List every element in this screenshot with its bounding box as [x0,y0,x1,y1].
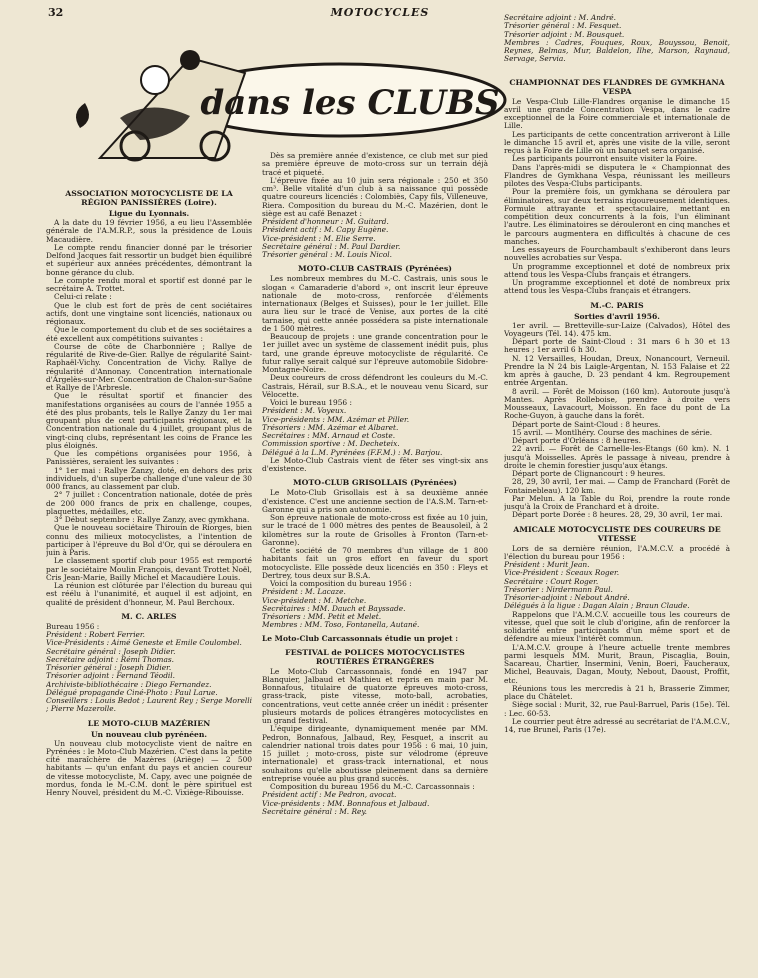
paragraph: Dès sa première année d'existence, ce club met sur pied sa première épreuve de moto-cross sur un terrain déjà tracé et piqueté. [262,152,488,177]
banner-title: dans les CLUBS [200,83,500,123]
running-title: MOTOCYCLES [330,6,430,19]
bureau-line: Trésorier général : M. Fesquet. [504,21,622,31]
paragraph: Les participants pourront ensuite visiter la Foire. [512,154,698,164]
paragraph: Course de côte de Charbonnière ; Rallye de régularité de Rive-de-Gier. Rallye de régularité Saint-Raphaël-Vichy. Concentration de Vichy. Rallye de régularité d'Annonay. Concentration internationale d'Argelès-sur-Mer. Concentration de Chalon-sur-Saône et Rallye de l'Arbresle. [46,341,252,392]
bureau-line: Trésoriers : MM. Azémar et Albaret. [262,422,399,432]
paragraph: Son épreuve nationale de moto-cross est fixée au 10 juin, sur le tracé de 1 000 mètres des pentes de Beausoleil, à 2 kilomètres sur la route de Grisolles à Fronton (Tarn-et-Garonne). [262,513,488,547]
paragraph: Départ porte de Clignancourt : 9 heures. [512,469,666,478]
bureau-line: Membres : Cadres, Fouques, Roux, Bouyssou, Benoit, Reynes, Belmas, Mur, Baldelon, Ilhe, Marson, Raynaud, Servage, Servia. [504,37,730,64]
bureau-line: Archiviste-bibliothécaire : Diego Fernandez. [46,679,212,689]
paragraph: Deux coureurs de cross défendront les couleurs du M.-C. Castrais, Hérail, sur B.S.A., et le nouveau venu Sicard, sur Vélocette. [262,373,488,399]
bureau-line: Secrétaire général : M. Paul Dardier. [262,241,401,251]
bureau-line: Vice-Présidents : Aimé Geneste et Emile Coulombel. [46,638,242,648]
paragraph: 1er avril. — Bretteville-sur-Laize (Calvados), Hôtel des Voyageurs (Tél. 14). 475 km. [504,320,730,338]
subheading-mazerien: Un nouveau club pyrénéen. [90,729,208,739]
bureau-line: Secrétaires : MM. Arnaud et Coste. [262,431,396,440]
paragraph: Le classement sportif club pour 1955 est remporté par le sociétaire Moulin François, devant Trottet Noël, Cris Jean-Marie, Bailly Michel et Macaudière Louis. [46,556,252,582]
paragraph: Les nombreux membres du M.-C. Castrais, unis sous le slogan « Camaraderie d'abord », ont inscrit leur épreuve nationale de moto-cross, renforcée d'éléments internationaux (Belges et Suisses), pour le 1er juillet. Elle aura lieu sur le tracé de Venise, aux portes de la cité tarnaise, qui cette année possédera sa piste internationale de 1 500 mètres. [262,274,488,333]
bureau-line: Vice-Président : Sceaux Roger. [504,568,620,578]
paragraph: Le Vespa-Club Lille-Flandres organise le dimanche 15 avril une grande Concentration Vespa, dans le cadre exceptionnel de la Foire commerciale et internationale de Lille. [504,96,730,131]
paragraph: Le compte rendu financier donné par le trésorier Delfond Jacques fait ressortir un budget bien équilibré et supérieur aux années précédentes, démontrant la bonne gérance du club. [46,242,252,277]
paragraph: 2° 7 juillet : Concentration nationale, dotée de près de 200 000 francs de prix en challenge, coupes, plaquettes, médailles, etc. [46,490,252,516]
heading-arles: M. C. ARLES [121,611,177,621]
bureau-line: Secrétaires : MM. Dauch et Bayssade. [262,603,406,613]
paragraph: 3° Début septembre : Rallye Zanzy, avec gymkhana. [54,515,250,524]
bureau-line: Délégué propagande Ciné-Photo : Paul Larue. [46,687,218,697]
heading-anmp: ASSOCIATION MOTOCYCLISTE DE LA RÉGION PANISSIÈRES (Loire). [65,189,233,207]
bureau-line: Trésoriers : MM. Petit et Melet. [262,612,382,621]
paragraph: Pour la première fois, un gymkhana se déroulera par éliminatoires, sur deux terrains rigoureusement identiques. Formule attrayante et spectaculaire, mettant en compétition deux concurrents à la fois, l'un éliminant l'autre. Les éliminatoires se dérouleront en cinq manches et le parcours augmentera en difficultés à chacune de ces manches. [504,187,730,246]
bureau-line: Président : M. Lacaze. [262,587,346,597]
column-right [504,14,730,974]
bureau-line: Vice-présidents : MM. Bonnafous et Jalbaud. [262,798,430,808]
bureau-line: Président : Murit Jean. [504,560,590,569]
paragraph: Par Melun. A la Table du Roi, prendre la route ronde jusqu'à la Croix de Franchard et à droite. [504,493,730,511]
paragraph: 22 avril. — Forêt de Carnelle-les-Etangs (60 km). N. 1 jusqu'à Moisselles. Après le passage à niveau, prendre à droite le chemin forestier jusqu'aux étangs. [504,444,730,470]
paragraph: Le Moto-Club Grisollais est à sa deuxième année d'existence. C'est une ancienne section de l'A.S.M. Tarn-et-Garonne qui a pris son autonomie. [262,488,488,514]
column-middle [262,152,488,974]
heading-gymkhana: CHAMPIONNAT DES FLANDRES DE GYMKHANA VESPA [509,77,725,96]
paragraph: L'A.M.C.V. groupe à l'heure actuelle trente membres parmi lesquels MM. Murit, Braun, Piscaglia, Bouin, Sacareau, Chartier, Insermini, Venin, Boeri, Faucheraux, Michel, Beauvais, Dagan, Mouty, Nebout, Daoust, Proffit, etc. [504,642,730,685]
heading-mazerien: LE MOTO-CLUB MAZÉRIEN [87,718,211,728]
paragraph: La réunion est clôturée par l'élection du bureau qui est réélu à l'unanimité, et auquel il est adjoint, en qualité de président d'honneur, M. Paul Berchoux. [46,581,252,607]
bureau-line: Président : M. Voyeux. [262,406,347,416]
paragraph: Un programme exceptionnel et doté de nombreux prix attend tous les Vespa-Clubs français et étrangers. [504,261,730,279]
paragraph: Celui-ci relate : [54,292,112,302]
bureau-line: Secrétaire général : M. Rey. [262,806,367,816]
paragraph: Départ porte de Saint-Cloud : 8 heures. [512,419,661,429]
paragraph: 15 avril. — Montlhéry. Course des machines de série. [512,427,713,437]
bureau-line: Trésorier : Nirdermann Paul. [504,584,613,594]
paragraph: Dans l'après-midi se disputera le « Championnat des Flandres de Gymkhana Vespa, réunissant les meilleurs pilotes des Vespa-Clubs participants. [504,162,730,188]
bureau-line: Président actif : M. Capy Eugène. [262,225,389,235]
bureau-line: Président : Robert Ferrier. [46,630,145,639]
heading-castrais: MOTO-CLUB CASTRAIS (Pyrénées) [298,264,452,274]
paragraph: Départ porte de Saint-Cloud : 31 mars 6 h 30 et 13 heures ; 1er avril 6 h 30. [504,337,730,355]
paragraph: 28, 29, 30 avril, 1er mai. — Camp de Franchard (Forêt de Fontainebleau). 120 km. [504,477,730,495]
paragraph: Que le résultat sportif et financier des manifestations organisées au cours de l'année 1955 a été des plus probants, tels le Rallye Zanzy du 1er mai groupant plus de cent participants régionaux, et la Concentration nationale du 4 juillet, groupant plus de vingt-cinq clubs, représentant les coins de France les plus éloignés. [46,391,252,450]
paragraph: L'équipe dirigeante, dynamiquement menée par MM. Pedron, Bonnafous, Jalbaud, Rey, Fesquet, a inscrit au calendrier national trois dates pour 1956 : 6 mai, 10 juin, 15 juillet ; moto-cross, piste sur vélodrome (épreuve internationale) et grass-track international, et nous souhaitons qu'elle aboutisse pleinement dans sa dernière entreprise vouée au plus grand succès. [262,724,488,783]
paragraph: Que le nouveau sociétaire Thirouin de Riorges, bien connu des milieux motocyclistes, a l'intention de participer à l'épreuve du Bol d'Or, qui se déroulera en juin à Paris. [46,523,252,557]
paragraph: Un programme exceptionnel et doté de nombreux prix attend tous les Vespa-Clubs français et étrangers. [504,278,730,296]
paragraph: Composition du bureau 1956 du M.-C. Carcassonnais : [270,782,475,791]
bureau-line: Président d'honneur : M. Guitard. [262,217,389,226]
paragraph: Le Moto-Club Castrais vient de fêter ses vingt-six ans d'existence. [262,455,488,473]
heading-carcassonnais: Le Moto-Club Carcassonnais étudie un projet : [262,633,458,643]
bureau-line: Membres : MM. Toso, Fontanella, Autané. [262,620,420,630]
paragraph: Que le comportement du club et de ses sociétaires a été excellent aux compétitions suivantes : [46,325,252,343]
paragraph: A la date du 19 février 1956, a eu lieu l'Assemblée générale de l'A.M.R.P., sous la présidence de Louis Macaudière. [46,218,252,244]
paragraph: Les essayeurs de Fourchambault s'exhiberont dans leurs nouvelles acrobaties sur Vespa. [504,245,730,263]
bureau-line: Trésorier général : M. Louis Nicol. [262,250,392,259]
bureau-line: Vice-président : M. Elie Serre. [262,233,376,243]
bureau-line: Trésorier adjoint : Fernand Téodil. [46,671,176,681]
paragraph: Cette société de 70 membres d'un village de 1 800 habitants fait un gros effort en faveur du sport motocycliste. Elle possède deux licenciés en 350 : Fleys et Dertrey, tous deux sur B.S.A. [262,546,488,580]
paragraph: Les participants de cette concentration arriveront à Lille le dimanche 15 avril et, après une visite de la ville, seront reçus à la Foire de Lille où un banquet sera organisé. [504,129,730,155]
clubs-banner [40,28,510,163]
page-number: 32 [48,6,64,19]
paragraph: Lors de sa dernière réunion, l'A.M.C.V. a procédé à l'élection du bureau pour 1956 : [504,543,730,561]
bureau-line: Délégué à la L.M. Pyrénées (F.F.M.) : M. Barjou. [262,447,443,457]
paragraph: Le courrier peut être adressé au secrétariat de l'A.M.C.V., 14, rue Brunel, Paris (17e). [504,716,730,734]
paragraph: 8 avril. — Forêt de Moisson (160 km). Autoroute jusqu'à Mantes. Après Rolleboise, prendre à droite vers Mousseaux, Lavacourt, Moisson. En face du pont de La Roche-Guyon, à gauche dans la forêt. [504,386,730,421]
bureau-line: Secrétaire général : Joseph Didier. [46,646,176,656]
bureau-line: Trésorier adjoint : M. Bousquet. [504,29,625,39]
paragraph: Siège social : Murit, 32, rue Paul-Barruel, Paris (15e). Tél. : Lec. 60-53. [504,700,730,718]
paragraph: Le compte rendu moral et sportif est donné par le secrétaire A. Trottet. [46,275,252,293]
paragraph: Réunions tous les mercredis à 21 h, Brasserie Zimmer, place du Châtelet. [504,683,730,701]
paragraph: N. 12 Versailles, Houdan, Dreux, Nonancourt, Verneuil. Prendre la N 24 bis Laigle-Argentan, N. 153 Falaise et 22 km après à gauche, D. 23 pendant 4 km. Regroupement entrée Argentan. [504,353,730,388]
bureau-line: Trésorier général : Joseph Didier. [46,663,172,672]
bureau-line: Commission sportive : M. Decheteix. [262,439,400,449]
subheading-lyon: Ligue du Lyonnais. [108,209,190,218]
paragraph: Le Moto-Club Carcassonnais, fondé en 1947 par Blanquier, Jalbaud et Mathieu et repris en main par M. Bonnafous, titulaire de quatorze épreuves moto-cross, grass-track, piste vitesse, moto-ball, acrobaties, concentrations, veut cette année créer un inédit : présenter plusieurs motards de polices étrangères motocyclistes en un grand festival. [262,666,488,725]
paragraph: Que les compétions organisées pour 1956, à Panissières, seraient les suivantes : [46,449,252,467]
bureau-line: Trésorier-adjoint : Nebout André. [504,593,630,602]
column-left [46,184,252,974]
bureau-line: Conseillers : Louis Bedot ; Laurent Rey ; Serge Morelli ; Pierre Mazerolle. [46,696,252,714]
paragraph: Bureau 1956 : [46,621,100,631]
bureau-line: Vice-présidents : MM. Azémar et Piller. [262,414,410,424]
paragraph: Un nouveau club motocycliste vient de naître en Pyrénées : le Moto-Club Mazérien. C'est dans la petite cité maraîchère de Mazères (Ariège) — 2 500 habitants — qu'un enfant du pays et ancien coureur de vitesse motocycliste, M. Capy, avec une poignée de mordus, fonda le M.-C.M. dont le père spirituel est Henry Nouvel, président du M.-C. Vixiège-Ribouisse. [46,738,252,797]
paragraph: Rappelons que l'A.M.C.V. accueille tous les coureurs de vitesse, quel que soit le club d'origine, afin de renforcer la solidarité entre participants d'un même sport et de défendre au mieux l'intérêt commun. [504,609,730,644]
paragraph: Départ porte d'Orléans : 8 heures. [512,436,641,445]
bureau-line: Secrétaire adjoint : M. André. [504,14,616,22]
paragraph: L'épreuve fixée au 10 juin sera régionale : 250 et 350 cm³. Belle vitalité d'un club à sa naissance qui possède quatre coureurs licenciés : Colombiès, Capy fils, Villeneuve, Riera. Composition du bureau du M.-C. Mazérien, dont le siège est au café Benazet : [262,175,488,218]
bureau-line: Délégués à la ligue : Dagan Alain ; Braun Claude. [504,601,690,611]
paragraph: Que le club est fort de près de cent sociétaires actifs, dont une vingtaine sont licenciés, nationaux ou régionaux. [46,300,252,326]
paragraph: 1° 1er mai : Rallye Zanzy, doté, en dehors des prix individuels, d'un superbe challenge d'une valeur de 30 000 francs, au classement par club. [46,465,252,491]
heading-mc-paris: M.-C. PARIS [590,300,644,310]
bureau-line: Président actif : Me Pedron, avocat. [262,790,397,800]
bureau-line: Secrétaire adjoint : Rémi Thomas. [46,654,174,664]
paragraph: Départ porte Dorée : 8 heures. 28, 29, 30 avril, 1er mai. [512,510,723,520]
bureau-line: Vice-président : M. Metche. [262,595,367,605]
paragraph: Beaucoup de projets : une grande concentration pour le 1er juillet avec un système de classement inédit puis, plus tard, une grande épreuve motocycliste de régularité. Ce futur rallye serait calqué sur l'épreuve automobile Sidobre-Montagne-Noire. [262,332,488,374]
subheading-sorties: Sorties d'avril 1956. [574,311,660,321]
paragraph: Voici le bureau 1956 : [270,398,352,407]
heading-grisollais: MOTO-CLUB GRISOLLAIS (Pyrénées) [293,478,457,488]
bureau-line: Secrétaire : Court Roger. [504,576,599,586]
paragraph: Voici la composition du bureau 1956 : [270,579,412,588]
heading-festival: FESTIVAL de POLICES MOTOCYCLISTES ROUTIÈRES ÉTRANGÈRES [285,647,465,666]
heading-amcv: AMICALE MOTOCYCLISTE DES COUREURS DE VITESSE [513,524,721,543]
